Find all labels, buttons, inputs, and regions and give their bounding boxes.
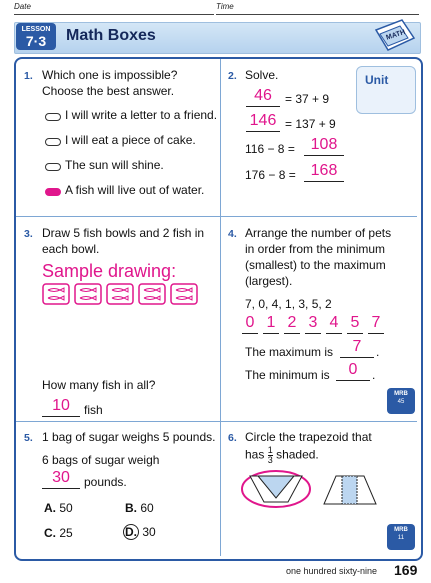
solve-answer-3[interactable]: 108: [304, 137, 344, 156]
option-bubble-1[interactable]: [45, 113, 61, 121]
option-bubble-2[interactable]: [45, 138, 61, 146]
row-divider-2: [16, 421, 417, 422]
fish: [48, 296, 64, 300]
ordered-number-5[interactable]: 4: [326, 315, 342, 334]
solve-answer-2[interactable]: 146: [246, 113, 280, 132]
option-text-1: I will write a letter to a friend.: [65, 108, 218, 122]
fish-bowls-drawing: [42, 283, 202, 307]
solve-answer-4[interactable]: 168: [304, 163, 344, 182]
minimum-label: The minimum is: [245, 368, 330, 382]
box6-line2: [245, 446, 319, 465]
sugar-weight-answer[interactable]: 30: [42, 470, 80, 489]
column-divider: [220, 59, 221, 556]
box4-line3: (smallest) to the maximum: [245, 258, 386, 272]
fish-bowl: [42, 283, 70, 305]
box2-number: 2.: [228, 70, 237, 82]
solve-expression-3: 116 − 8 =: [245, 142, 295, 156]
journal-icon-text: MATH: [385, 28, 407, 42]
fish: [48, 288, 64, 292]
option-bubble-3[interactable]: [45, 163, 61, 171]
box2-title: Solve.: [245, 68, 279, 82]
ordered-number-2[interactable]: 1: [263, 315, 279, 334]
fish-suffix: fish: [84, 403, 103, 417]
solve-expression-2: = 137 + 9: [285, 117, 336, 131]
box5-line1: 1 bag of sugar weighs 5 pounds.: [42, 430, 216, 444]
box1-number: 1.: [24, 70, 33, 82]
ordered-number-1[interactable]: 0: [242, 315, 258, 334]
mrb-book-icon-2: [387, 524, 415, 550]
box5-line2: 6 bags of sugar weigh: [42, 453, 160, 467]
unit-label: Unit: [365, 73, 389, 87]
box6-line2-prefix: has: [245, 447, 265, 462]
fish: [80, 288, 96, 292]
trapezoid-option-second[interactable]: [324, 476, 376, 504]
ordered-number-7[interactable]: 7: [368, 315, 384, 334]
unit-box[interactable]: [356, 66, 416, 114]
fish: [80, 296, 96, 300]
choice-d-selected[interactable]: D. 30: [125, 525, 156, 539]
option-text-2: I will eat a piece of cake.: [65, 133, 196, 147]
fish: [176, 288, 192, 292]
fish: [176, 296, 192, 300]
solve-expression-4: 176 − 8 =: [245, 168, 296, 182]
solve-expression-1: = 37 + 9: [285, 92, 330, 106]
option-text-4: A fish will live out of water.: [65, 183, 205, 197]
box4-line1: Arrange the number of pets: [245, 226, 392, 240]
box3-line1: Draw 5 fish bowls and 2 fish in: [42, 226, 205, 240]
option-text-3: The sun will shine.: [65, 158, 164, 172]
box4-number: 4.: [228, 228, 237, 240]
mrb-logo-text-2: MRB: [394, 527, 408, 533]
box1-question-line2: Choose the best answer.: [42, 84, 175, 98]
fish: [112, 288, 128, 292]
choice-d-circle: D.: [125, 525, 137, 539]
lesson-word: LESSON: [21, 26, 51, 33]
fish-bowl: [138, 283, 166, 305]
fish-bowl: [170, 283, 198, 305]
mrb-page-ref-2: 11: [397, 535, 405, 541]
lesson-badge: [16, 23, 56, 50]
math-journal-icon: [372, 16, 416, 54]
maximum-answer[interactable]: 7: [340, 339, 374, 358]
fish-bowl: [106, 283, 134, 305]
box4-line2: in order from the minimum: [245, 242, 386, 256]
trapezoid-shapes: [240, 468, 380, 512]
trapezoid-option-circled[interactable]: [250, 476, 302, 502]
box4-line4: (largest).: [245, 274, 293, 288]
choice-c[interactable]: C. 25: [44, 526, 73, 540]
box6-number: 6.: [228, 432, 237, 444]
time-label: Time: [216, 2, 234, 11]
page-number-words: one hundred sixty-nine: [286, 566, 378, 576]
box1-question-line1: Which one is impossible?: [42, 68, 178, 82]
ordered-number-3[interactable]: 2: [284, 315, 300, 334]
ordered-number-4[interactable]: 3: [305, 315, 321, 334]
box3-question: How many fish in all?: [42, 378, 156, 392]
pounds-suffix: pounds.: [84, 475, 127, 489]
fish: [144, 288, 160, 292]
fish: [144, 296, 160, 300]
page-number: 169: [394, 562, 418, 578]
mrb-book-icon: [387, 388, 415, 414]
box6-line1: Circle the trapezoid that: [245, 430, 372, 444]
fish: [112, 296, 128, 300]
maximum-label: The maximum is: [245, 345, 334, 359]
row-divider-1: [16, 216, 417, 217]
ordered-number-6[interactable]: 5: [347, 315, 363, 334]
box5-number: 5.: [24, 432, 33, 444]
solve-answer-1[interactable]: 46: [246, 88, 280, 107]
date-label: Date: [14, 2, 31, 11]
box3-line2: each bowl.: [42, 242, 100, 256]
box6-line2-suffix: shaded.: [276, 447, 319, 462]
box3-number: 3.: [24, 228, 33, 240]
choice-a[interactable]: A. 50: [44, 501, 73, 515]
fish-bowl: [74, 283, 102, 305]
box4-given-numbers: 7, 0, 4, 1, 3, 5, 2: [245, 297, 332, 311]
time-line[interactable]: [216, 14, 419, 15]
date-line[interactable]: [14, 14, 214, 15]
sample-drawing-label: Sample drawing:: [42, 261, 177, 281]
lesson-number: 7·3: [25, 33, 47, 49]
page-title: Math Boxes: [66, 27, 156, 44]
option-bubble-4-selected[interactable]: [45, 188, 61, 196]
mrb-logo-text: MRB: [394, 391, 408, 397]
mrb-page-ref: 45: [397, 399, 405, 405]
minimum-answer[interactable]: 0: [336, 362, 370, 381]
one-third-fraction: $\frac{1}{3}$: [267, 445, 273, 465]
choice-b[interactable]: B. 60: [125, 501, 154, 515]
fish-total-answer[interactable]: 10: [42, 398, 80, 417]
